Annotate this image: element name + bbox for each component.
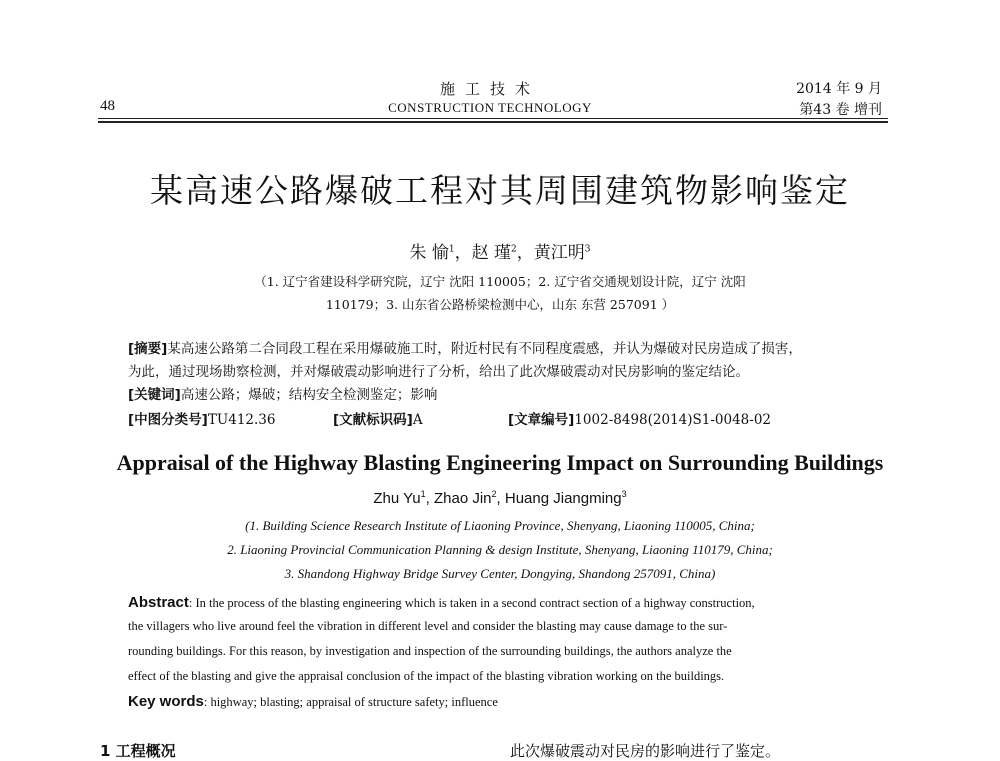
classification-line — [128, 408, 888, 430]
keywords-en-text: : highway; blasting; appraisal of structure safety; influence — [203, 695, 498, 709]
keywords-cn — [128, 385, 888, 406]
issue-date: 2014 年 9 月 — [796, 81, 882, 97]
page-number: 48 — [100, 98, 115, 114]
author-2-cn: ，赵 瑾 — [454, 243, 512, 263]
abstract-cn-text-1: 某高速公路第二合同段工程在采用爆破施工时，附近村民有不同程度震感，并认为爆破对民房造成了损害， — [167, 341, 802, 357]
section-heading-1: 1 工程概况 — [100, 742, 176, 760]
clc-field — [128, 408, 275, 428]
abstract-en-label: Abstract — [128, 594, 189, 611]
abstract-cn-line-1 — [128, 339, 888, 360]
abstract-en-line-4: effect of the blasting and give the appraisal conclusion of the impact of the blasting vibration working on the buildings. — [128, 669, 725, 683]
keywords-cn-label: [关键词] — [128, 387, 181, 403]
clc-label: [中图分类号] — [128, 412, 208, 428]
authors-en — [60, 490, 940, 507]
article-number-field — [508, 408, 771, 428]
journal-title-en: CONSTRUCTION TECHNOLOGY — [388, 100, 592, 115]
affiliation-en-line-1: (1. Building Science Research Institute of Liaoning Province, Shenyang, Liaoning 110005, China; — [245, 518, 755, 533]
issue-volume: 第43 卷 增刊 — [799, 102, 882, 118]
author-1-cn: 朱 愉 — [409, 243, 449, 263]
keywords-en-label: Key words — [128, 693, 204, 710]
affiliation-en-line-3: 3. Shandong Highway Bridge Survey Center, Dongying, Shandong 257091, China) — [284, 566, 716, 581]
author-2-cn-sup: 2 — [511, 244, 517, 255]
author-3-en: , Huang Jiangming — [496, 490, 622, 507]
clc-value: TU412.36 — [207, 412, 276, 428]
author-3-cn: ，黄江明 — [516, 243, 585, 263]
header-rule-thick — [98, 121, 888, 123]
abstract-en-line-2: the villagers who live around feel the vibration in different level and consider the blasting may cause damage to the sur- — [128, 619, 728, 633]
author-2-en: , Zhao Jin — [425, 490, 492, 507]
abstract-en-line-3: rounding buildings. For this reason, by investigation and inspection of the surrounding buildings, the authors analyze the — [128, 644, 732, 658]
author-3-cn-sup: 3 — [584, 244, 591, 255]
author-1-en: Zhu Yu — [373, 490, 421, 507]
author-1-cn-sup: 1 — [448, 244, 455, 255]
keywords-cn-text: 高速公路；爆破；结构安全检测鉴定；影响 — [180, 387, 438, 403]
author-3-en-sup: 3 — [621, 489, 627, 499]
abstract-en-text-1: : In the process of the blasting engineering which is taken in a second contract section of a highway construction, — [188, 596, 755, 610]
doc-code-label: [文献标识码] — [333, 412, 413, 428]
author-2-en-sup: 2 — [491, 489, 497, 499]
authors-cn — [60, 238, 940, 263]
article-number-label: [文章编号] — [508, 412, 575, 428]
paper-title-cn: 某高速公路爆破工程对其周围建筑物影响鉴定 — [150, 171, 850, 210]
keywords-en — [128, 693, 888, 710]
journal-title-cn: 施工技术 — [439, 80, 540, 98]
article-number-value: 1002-8498(2014)S1-0048-02 — [574, 412, 772, 428]
header-rule-thin — [98, 118, 888, 119]
affiliation-en-line-2: 2. Liaoning Provincial Communication Planning & design Institute, Shenyang, Liaoning 110179, China; — [227, 542, 773, 557]
affiliation-cn-line-1: （1. 辽宁省建设科学研究院，辽宁 沈阳 110005；2. 辽宁省交通规划设计院，辽宁 沈阳 — [254, 274, 746, 289]
affiliation-cn-line-2: 110179；3. 山东省公路桥梁检测中心，山东 东营 257091 ） — [325, 297, 675, 312]
body-text-right-column: 此次爆破震动对民房的影响进行了鉴定。 — [510, 742, 781, 760]
paper-title-en: Appraisal of the Highway Blasting Engineering Impact on Surrounding Buildings — [116, 450, 884, 475]
abstract-en-line-1 — [128, 594, 888, 611]
abstract-cn-label: [摘要] — [128, 341, 168, 357]
doc-code-value: A — [412, 412, 423, 428]
author-1-en-sup: 1 — [420, 489, 426, 499]
doc-code-field — [333, 408, 423, 428]
abstract-cn-line-2: 为此，通过现场勘察检测，并对爆破震动影响进行了分析，给出了此次爆破震动对民房影响的鉴定结论。 — [128, 364, 749, 380]
